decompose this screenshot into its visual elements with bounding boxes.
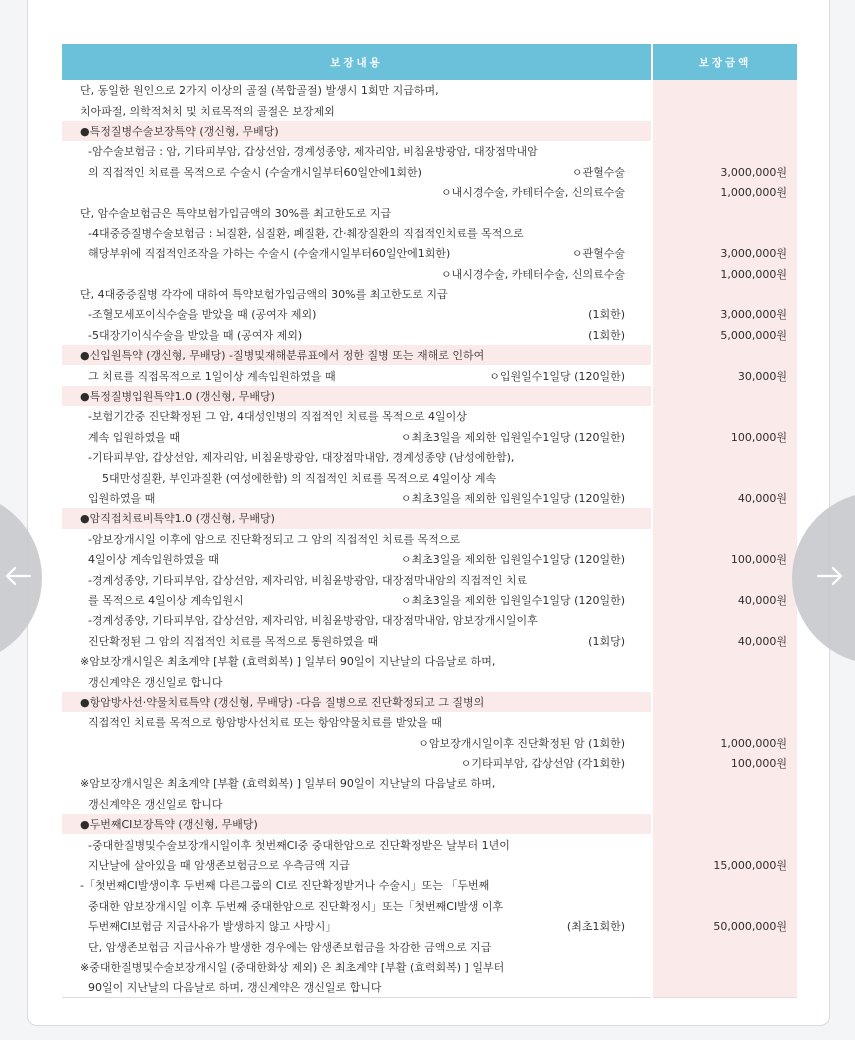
coverage-amount-cell <box>652 896 797 916</box>
table-row <box>62 467 797 487</box>
coverage-amount-cell <box>652 651 797 671</box>
table-row <box>62 610 797 630</box>
table-row <box>62 977 797 997</box>
coverage-text-cell: 5대만성질환, 부인과질환 (여성에한함) 의 직접적인 치료를 목적으로 4일이상 계속 <box>102 471 497 485</box>
coverage-text-cell <box>62 753 652 773</box>
section-header-row <box>62 386 797 406</box>
coverage-amount-cell: 100,000원 <box>652 427 797 447</box>
coverage-description: 진단확정된 그 암의 직접적인 치료를 목적으로 통원하였을 때 <box>88 634 379 648</box>
coverage-amount-cell <box>652 671 797 691</box>
coverage-text-cell: 단, 동일한 원인으로 2가지 이상의 골절 (복합골절) 발생시 1회만 지급하며, <box>80 84 439 98</box>
coverage-amount-cell <box>652 692 797 712</box>
coverage-text-cell: 단, 암수술보험금은 특약보험가입금액의 30%를 최고한도로 지급 <box>80 206 392 220</box>
coverage-text-cell: 갱신계약은 갱신일로 합니다 <box>88 797 223 811</box>
table-row <box>62 141 797 161</box>
coverage-amount-cell: 40,000원 <box>652 590 797 610</box>
table-row <box>62 304 797 324</box>
header-coverage-amount: 보장금액 <box>652 44 797 80</box>
coverage-amount-cell <box>652 100 797 120</box>
table-header-row <box>62 44 797 80</box>
coverage-text-cell: 갱신계약은 갱신일로 합니다 <box>88 675 223 689</box>
table-body <box>62 80 797 998</box>
coverage-amount-cell <box>652 773 797 793</box>
table-row <box>62 916 797 936</box>
coverage-text-cell: ●특정질병입원특약1.0 (갱신형, 무배당) <box>62 386 652 406</box>
coverage-amount-cell <box>652 223 797 243</box>
coverage-text-cell: ●특정질병수술보장특약 (갱신형, 무배당) <box>62 121 652 141</box>
table-row <box>62 284 797 304</box>
coverage-amount-cell <box>652 121 797 141</box>
coverage-text-cell <box>62 590 652 610</box>
table-row <box>62 773 797 793</box>
coverage-text-cell: -암보장개시일 이후에 암으로 진단확정되고 그 암의 직접적인 치료를 목적으로 <box>88 532 460 546</box>
coverage-amount-cell <box>652 202 797 222</box>
coverage-text-cell: -보험기간중 진단확정된 그 암, 4대성인병의 직접적인 치료를 목적으로 4일이상 <box>88 410 467 424</box>
coverage-amount-cell: 3,000,000원 <box>652 304 797 324</box>
coverage-amount-cell: 3,000,000원 <box>652 162 797 182</box>
coverage-line <box>88 551 651 567</box>
coverage-line <box>88 245 651 261</box>
coverage-condition: ㅇ최초3일을 제외한 입원일수1일당 (120일한) <box>400 430 625 444</box>
table-row <box>62 957 797 977</box>
coverage-text-cell: 중대한 암보장개시일 이후 두번째 중대한암으로 진단확정시」또는「첫번째CI발생 이후 <box>88 899 504 913</box>
table-row <box>62 488 797 508</box>
section-header-row <box>62 814 797 834</box>
coverage-amount-cell: 40,000원 <box>652 631 797 651</box>
coverage-line <box>88 368 651 384</box>
table-row <box>62 733 797 753</box>
coverage-amount-cell <box>652 936 797 956</box>
table-row <box>62 223 797 243</box>
coverage-text-cell: -경계성종양, 기타피부암, 갑상선암, 제자리암, 비침윤방광암, 대장점막내암, 암보장개시일이후 <box>88 614 538 628</box>
coverage-condition: (1회한) <box>588 308 625 322</box>
table-row <box>62 753 797 773</box>
coverage-text-cell: -중대한질병및수술보장개시일이후 첫번째CI중 중대한암으로 진단확정받은 날부터 1년이 <box>88 838 510 852</box>
coverage-text-cell: 치아파절, 의학적처치 및 치료목적의 골절은 보장제외 <box>80 104 335 118</box>
arrow-right-icon <box>816 565 844 587</box>
coverage-condition: (1회당) <box>588 634 625 648</box>
coverage-description: 입원하였을 때 <box>88 492 156 505</box>
coverage-text-cell <box>62 264 652 284</box>
coverage-text-cell <box>62 304 652 324</box>
coverage-text-cell <box>62 182 652 202</box>
coverage-line <box>88 918 651 934</box>
table-row <box>62 671 797 691</box>
table-row <box>62 855 797 875</box>
coverage-text-cell: 단, 암생존보험금 지급사유가 발생한 경우에는 암생존보험금을 차감한 금액으로 지급 <box>88 940 492 954</box>
coverage-amount-cell <box>652 712 797 732</box>
table-row <box>62 631 797 651</box>
coverage-description: 4일이상 계속입원하였을 때 <box>88 553 219 567</box>
table-row <box>62 936 797 956</box>
arrow-left-icon <box>4 565 32 587</box>
section-header-row <box>62 508 797 528</box>
coverage-text-cell: ●두번째CI보장특약 (갱신형, 무배당) <box>62 814 652 834</box>
coverage-text-cell: 직접적인 치료를 목적으로 항암방사선치료 또는 항암약물치료를 받았을 때 <box>88 716 442 730</box>
table-row <box>62 427 797 447</box>
coverage-condition: ㅇ입원일수1일당 (120일한) <box>489 369 625 383</box>
coverage-text-cell: -기타피부암, 갑상선암, 제자리암, 비침윤방광암, 대장점막내암, 경계성종양 (남성에한함), <box>88 451 515 465</box>
coverage-text-cell: 90일이 지난날의 다음날로 하며, 갱신계약은 갱신일로 합니다 <box>62 977 652 997</box>
table-row <box>62 549 797 569</box>
table-row <box>62 590 797 610</box>
coverage-condition: ㅇ최초3일을 제외한 입원일수1일당 (120일한) <box>400 553 625 567</box>
coverage-condition: ㅇ기타피부암, 갑상선암 (각1회한) <box>460 757 625 771</box>
coverage-amount-cell <box>652 875 797 895</box>
coverage-amount-cell: 1,000,000원 <box>652 182 797 202</box>
coverage-text-cell <box>62 488 652 508</box>
table-row <box>62 651 797 671</box>
coverage-amount-cell <box>652 386 797 406</box>
coverage-text-cell <box>62 243 652 263</box>
table-row <box>62 794 797 814</box>
coverage-line <box>88 164 651 180</box>
coverage-line <box>88 633 651 649</box>
coverage-condition: ㅇ관혈수술 <box>571 165 625 179</box>
coverage-amount-cell <box>652 508 797 528</box>
table-row <box>62 447 797 467</box>
coverage-text-cell: -경계성종양, 기타피부암, 갑상선암, 제자리암, 비침윤방광암, 대장점막내암의 직접적인 치료 <box>88 573 528 587</box>
table-row <box>62 325 797 345</box>
coverage-line <box>88 306 651 322</box>
coverage-amount-cell <box>652 977 797 997</box>
coverage-amount-cell: 15,000,000원 <box>652 855 797 875</box>
table-row <box>62 243 797 263</box>
coverage-line <box>88 490 651 506</box>
coverage-description: 해당부위에 직접적인조작을 가하는 수술시 (수술개시일부터60일안에1회한) <box>88 247 451 261</box>
coverage-amount-cell: 50,000,000원 <box>652 916 797 936</box>
table-row <box>62 264 797 284</box>
coverage-condition: (1회한) <box>588 328 625 342</box>
coverage-text-cell: ●암직접치료비특약1.0 (갱신형, 무배당) <box>62 508 652 528</box>
coverage-text-cell <box>62 365 652 385</box>
coverage-text-cell <box>62 162 652 182</box>
coverage-amount-cell: 1,000,000원 <box>652 733 797 753</box>
coverage-condition: ㅇ최초3일을 제외한 입원일수1일당 (120일한) <box>400 492 625 505</box>
coverage-amount-cell <box>652 80 797 100</box>
header-coverage-content: 보장내용 <box>62 44 652 80</box>
coverage-condition: ㅇ관혈수술 <box>571 247 625 261</box>
coverage-text-cell: -4대중증질병수술보험금 : 뇌질환, 심질환, 폐질환, 간·췌장질환의 직접적인치료를 목적으로 <box>88 226 524 240</box>
coverage-amount-cell: 40,000원 <box>652 488 797 508</box>
coverage-amount-cell: 100,000원 <box>652 549 797 569</box>
table-row <box>62 182 797 202</box>
coverage-amount-cell <box>652 610 797 630</box>
coverage-amount-cell <box>652 406 797 426</box>
coverage-amount-cell <box>652 345 797 365</box>
table-row <box>62 202 797 222</box>
table-row <box>62 529 797 549</box>
coverage-amount-cell <box>652 467 797 487</box>
coverage-description: 그 치료를 직접목적으로 1일이상 계속입원하였을 때 <box>88 369 336 383</box>
coverage-condition: ㅇ내시경수술, 카테터수술, 신의료수술 <box>440 186 625 200</box>
coverage-text-cell <box>62 916 652 936</box>
coverage-description: -조혈모세포이식수술을 받았을 때 (공여자 제외) <box>88 308 317 322</box>
coverage-amount-cell <box>652 569 797 589</box>
section-header-row <box>62 121 797 141</box>
coverage-condition: ㅇ최초3일을 제외한 입원일수1일당 (120일한) <box>400 593 625 607</box>
coverage-line <box>88 592 651 608</box>
coverage-text-cell: ※암보장개시일은 최초계약 [부활 (효력회복) ] 일부터 90일이 지난날의 다음날로 하며, <box>80 655 496 669</box>
table-row <box>62 875 797 895</box>
table-row <box>62 834 797 854</box>
coverage-text-cell: -암수술보험금 : 암, 기타피부암, 갑상선암, 경계성종양, 제자리암, 비침윤방광암, 대장점막내암 <box>88 145 538 159</box>
coverage-condition: (최초1회한) <box>566 920 625 934</box>
coverage-line <box>88 327 651 343</box>
coverage-amount-cell: 3,000,000원 <box>652 243 797 263</box>
table-row <box>62 100 797 120</box>
coverage-amount-cell: 100,000원 <box>652 753 797 773</box>
coverage-amount-cell <box>652 834 797 854</box>
table-row <box>62 406 797 426</box>
table-row <box>62 896 797 916</box>
coverage-text-cell: -「첫번째CI발생이후 두번째 다른그룹의 CI로 진단확정받거나 수술시」또는 「두번째 <box>80 879 490 893</box>
coverage-text-cell <box>62 427 652 447</box>
table-row <box>62 162 797 182</box>
coverage-condition: ㅇ내시경수술, 카테터수술, 신의료수술 <box>440 267 625 281</box>
coverage-text-cell <box>62 325 652 345</box>
page-bottom-area <box>0 1028 855 1040</box>
coverage-amount-cell <box>652 141 797 161</box>
coverage-text-cell: ※암보장개시일은 최초계약 [부활 (효력회복) ] 일부터 90일이 지난날의 다음날로 하며, <box>80 777 496 791</box>
coverage-description: 두번째CI보험금 지급사유가 발생하지 않고 사망시」 <box>88 920 337 934</box>
coverage-text-cell: 단, 4대중증질병 각각에 대하여 특약보험가입금액의 30%를 최고한도로 지급 <box>80 288 448 302</box>
coverage-text-cell <box>62 631 652 651</box>
coverage-amount-cell: 5,000,000원 <box>652 325 797 345</box>
coverage-amount-cell <box>652 284 797 304</box>
coverage-amount-cell: 1,000,000원 <box>652 264 797 284</box>
coverage-amount-cell <box>652 529 797 549</box>
coverage-description: -5대장기이식수술을 받았을 때 (공여자 제외) <box>88 328 303 342</box>
coverage-description: 를 목적으로 4일이상 계속입원시 <box>88 593 244 607</box>
coverage-amount-cell <box>652 447 797 467</box>
coverage-amount-cell <box>652 814 797 834</box>
section-header-row <box>62 345 797 365</box>
table-row <box>62 80 797 100</box>
section-header-row <box>62 692 797 712</box>
table-row <box>62 365 797 385</box>
coverage-table <box>62 44 797 998</box>
coverage-text-cell: 지난날에 살아있을 때 암생존보험금으로 우측금액 지급 <box>88 859 350 873</box>
coverage-line <box>88 429 651 445</box>
coverage-amount-cell <box>652 957 797 977</box>
coverage-text-cell: ●신입원특약 (갱신형, 무배당) -질병및재해분류표에서 정한 질병 또는 재해로 인하여 <box>62 345 652 365</box>
coverage-amount-cell: 30,000원 <box>652 365 797 385</box>
coverage-description: 의 직접적인 치료를 목적으로 수술시 (수술개시일부터60일안에1회한) <box>88 165 422 179</box>
coverage-text-cell: ●항암방사선·약물치료특약 (갱신형, 무배당) -다음 질병으로 진단확정되고 그 질병의 <box>62 692 652 712</box>
table-row <box>62 712 797 732</box>
coverage-text-cell: ※중대한질병및수술보장개시일 (중대한화상 제외) 은 최초계약 [부활 (효력회복) ] 일부터 <box>80 960 505 974</box>
coverage-amount-cell <box>652 794 797 814</box>
coverage-description: 계속 입원하였을 때 <box>88 430 181 444</box>
coverage-text-cell <box>62 733 652 753</box>
coverage-text-cell <box>62 549 652 569</box>
table-row <box>62 569 797 589</box>
coverage-condition: ㅇ암보장개시일이후 진단확정된 암 (1회한) <box>418 736 625 750</box>
